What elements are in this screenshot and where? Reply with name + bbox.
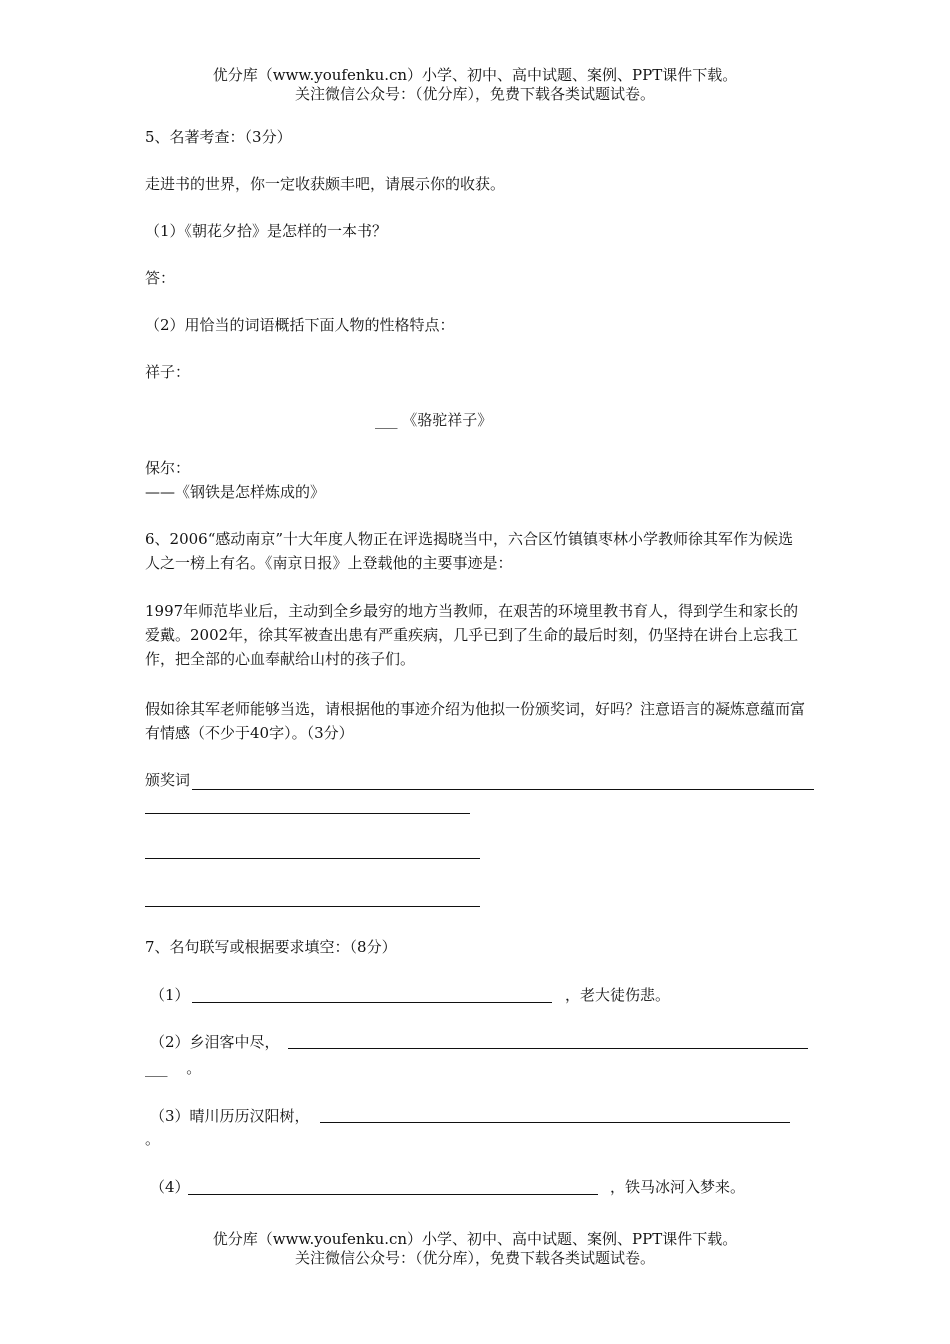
q6-award-label: 颁奖词	[145, 771, 191, 789]
q5-answer-label: 答：	[145, 269, 176, 287]
q7-item2-blank[interactable]	[288, 1048, 808, 1049]
q7-item1-blank[interactable]	[192, 1002, 552, 1003]
q6-prompt: 假如徐其军老师能够当选，请根据他的事迹介绍为他拟一份颁奖词，好吗？注意语言的凝炼意蕴而富有情感（不少于40字）。（3分）	[145, 700, 806, 742]
q7-item4-blank[interactable]	[188, 1194, 598, 1195]
header-line-2: 关注微信公众号：（优分库），免费下载各类试题试卷。	[294, 85, 655, 103]
q5-xiangzi-source	[375, 408, 492, 432]
q7-item3-head: （3）晴川历历汉阳树，	[150, 1107, 310, 1125]
award-answer-line-2[interactable]	[145, 813, 470, 814]
header-line-1: 优分库（www.youfenku.cn）小学、初中、高中试题、案例、PPT课件下载。	[212, 66, 738, 84]
q7-title: 7、名句联写或根据要求填空：（8分）	[145, 938, 397, 956]
q5-title: 5、名著考查：（3分）	[145, 128, 292, 146]
q7-item2-tail-blank: ___	[145, 1059, 168, 1077]
q7-item2-tail: 。	[186, 1059, 202, 1077]
q5-paul-label: 保尔：	[145, 459, 191, 477]
q7-item4-num: （4）	[150, 1178, 190, 1196]
q7-item1-num: （1）	[150, 986, 190, 1004]
xiangzi-blank: ___	[375, 411, 398, 429]
q6-story: 1997年师范毕业后，主动到全乡最穷的地方当教师，在艰苦的环境里教书育人，得到学生和家长的爱戴。2002年，徐其军被查出患有严重疾病，几乎已到了生命的最后时刻，仍坚持在讲台上忘我工作，把全部的心血奉献给山村的孩子们。	[145, 602, 799, 668]
q5-sub1: （1）《朝花夕拾》是怎样的一本书？	[145, 222, 388, 240]
q7-item3-tail: 。	[145, 1130, 161, 1148]
award-answer-line-1[interactable]	[192, 789, 814, 790]
footer-line-1: 优分库（www.youfenku.cn）小学、初中、高中试题、案例、PPT课件下载。	[212, 1230, 738, 1248]
footer-line-2: 关注微信公众号：（优分库），免费下载各类试题试卷。	[294, 1249, 655, 1267]
q7-item3-blank[interactable]	[320, 1122, 790, 1123]
q5-xiangzi-label: 祥子：	[145, 363, 191, 381]
q7-item4-tail: ，铁马冰河入梦来。	[610, 1178, 746, 1196]
award-answer-line-3[interactable]	[145, 858, 480, 859]
q7-item2-head: （2）乡泪客中尽，	[150, 1033, 280, 1051]
q7-item2-tail-row	[145, 1056, 201, 1080]
q5-sub2: （2）用恰当的词语概括下面人物的性格特点：	[145, 316, 455, 334]
q7-item1-tail: ，老大徒伤悲。	[565, 986, 671, 1004]
award-answer-line-4[interactable]	[145, 906, 480, 907]
q5-paul-source: ——《钢铁是怎样炼成的》	[145, 483, 326, 501]
xiangzi-book-title: 《骆驼祥子》	[402, 411, 493, 429]
q5-intro: 走进书的世界，你一定收获颇丰吧，请展示你的收获。	[145, 175, 506, 193]
q6-title: 6、2006“感动南京”十大年度人物正在评选揭晓当中，六合区竹镇镇枣林小学教师徐其军作为候选人之一榜上有名。《南京日报》上登载他的主要事迹是：	[145, 530, 794, 572]
